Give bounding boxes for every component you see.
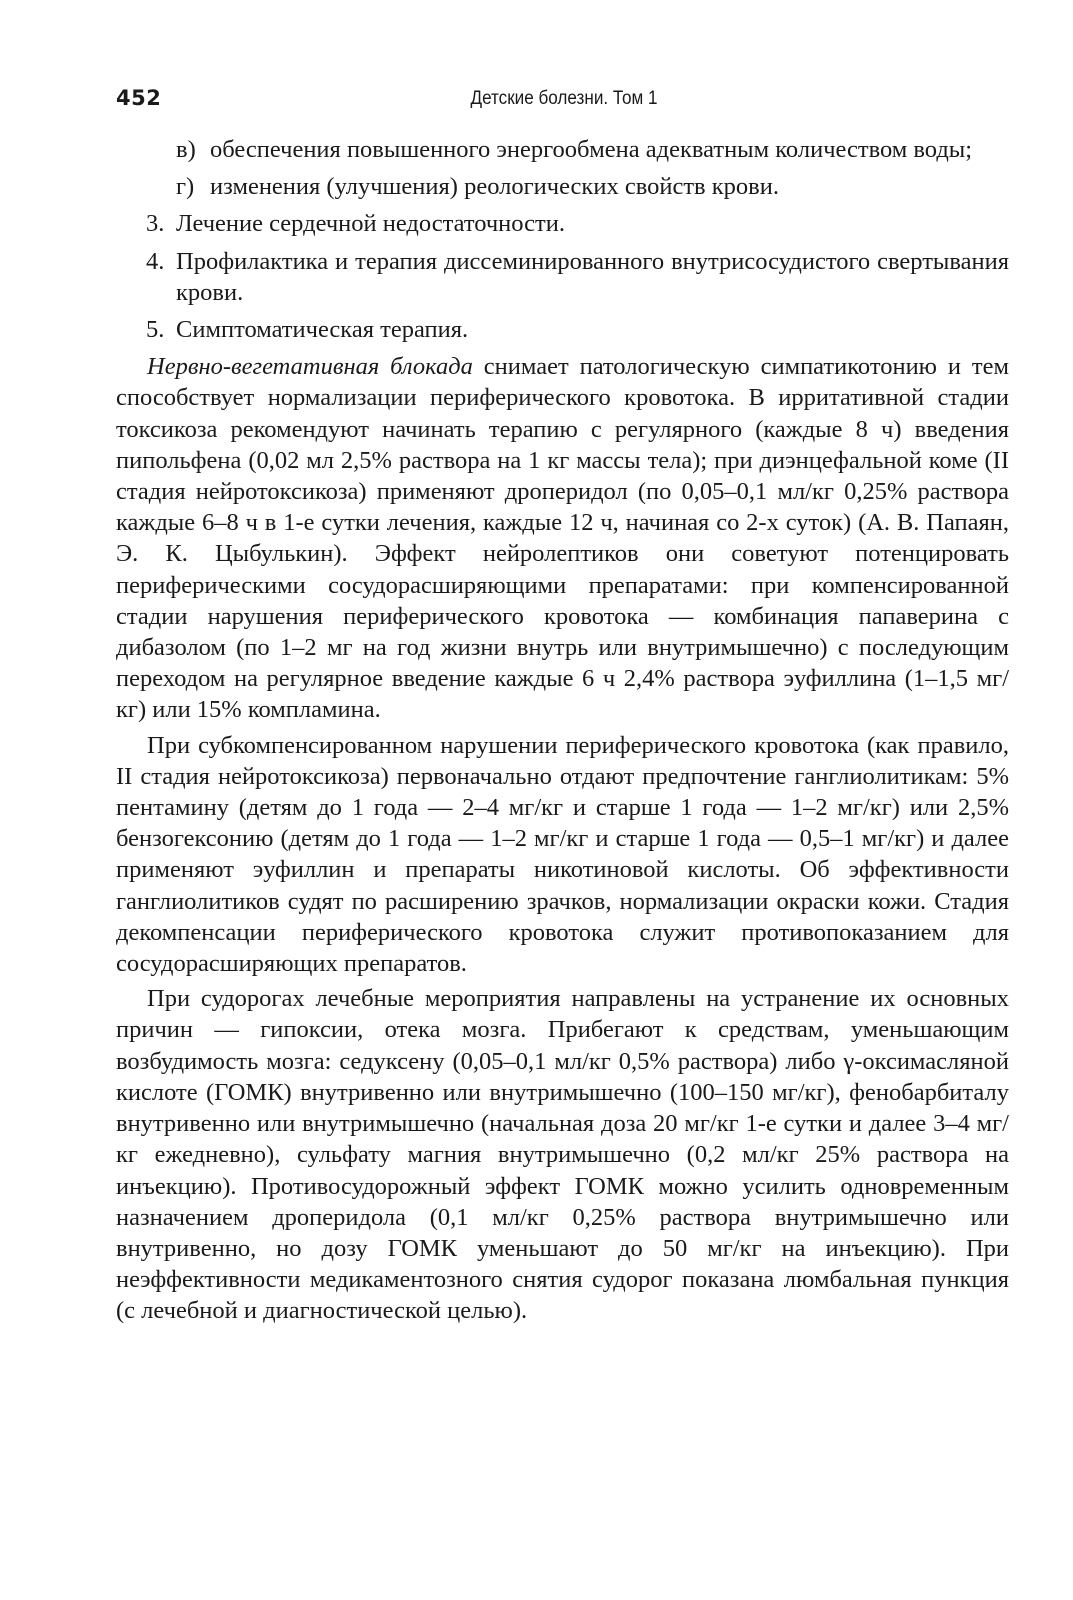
page-body: [116, 134, 1009, 1327]
paragraph-text: При судорогах лечебные мероприятия направлены на устранение их основных причин — гипоксии, отека мозга. Прибегают к средствам, уменьшающим возбудимость мозга: седуксену (0,05–0,1 мл/кг 0,5% раствора) либо γ-оксимасляной кислоте (ГОМК) внутривенно или внутримышечно (100–150 мг/кг), фенобарбиталу внутривенно или внутримышечно (начальная доза 20 мг/кг 1-е сутки и далее 3–4 мг/кг ежедневно), сульфату магния внутримышечно (0,2 мл/кг 25% раствора на инъекцию). Противосудорожный эффект ГОМК можно усилить одновременным назначением дроперидола (0,1 мл/кг 0,25% раствора внутримышечно или внутривенно, но дозу ГОМК уменьшают до 50 мг/кг на инъекцию). При неэффективности медикаментозного снятия судорог показана люмбальная пункция (с лечебной и диагностической целью).: [116, 985, 1009, 1325]
list-marker: 3.: [146, 210, 165, 238]
paragraph-nerve-vegetative-blockade: [116, 351, 1009, 725]
list-marker: в): [176, 136, 196, 163]
list-item: [116, 171, 1009, 202]
paragraph-italic-lead: Нервно-вегетативная блокада: [147, 353, 473, 381]
list-marker: 4.: [146, 247, 165, 275]
list-marker: 5.: [146, 316, 165, 344]
paragraph-subcompensated-circulation: [116, 730, 1009, 980]
list-item: [116, 208, 1009, 239]
page-number: 452: [116, 86, 162, 110]
paragraph-seizures: [116, 983, 1009, 1326]
running-header: [116, 86, 1012, 116]
list-item: [116, 246, 1009, 308]
list-item-text: изменения (улучшения) реологических свойств крови.: [210, 173, 779, 201]
list-item-text: Лечение сердечной недостаточности.: [176, 210, 565, 238]
list-item-text: Симптоматическая терапия.: [176, 316, 469, 344]
book-title: Детские болезни. Том 1: [470, 88, 658, 109]
list-item: [116, 134, 1009, 165]
list-item-text: обеспечения повышенного энергообмена адекватным количеством воды;: [210, 136, 973, 163]
paragraph-text: При субкомпенсированном нарушении периферического кровотока (как правило, II стадия нейротоксикоза) первоначально отдают предпочтение ганглиолитикам: 5% пентамину (детям до 1 года — 2–4 мг/кг и старше 1 года — 1–2 мг/кг) или 2,5% бензогексонию (детям до 1 года — 1–2 мг/кг и старше 1 года — 0,5–1 мг/кг) и далее применяют эуфиллин и препараты никотиновой кислоты. Об эффективности ганглиолитиков судят по расширению зрачков, нормализации окраски кожи. Стадия декомпенсации периферического кровотока служит противопоказанием для сосудорасширяющих препаратов.: [116, 731, 1009, 978]
list-item-text: Профилактика и терапия диссеминированного внутрисосудистого свертывания крови.: [176, 247, 1009, 306]
list-marker: г): [176, 173, 195, 201]
paragraph-text: снимает патологическую симпатикотонию и тем способствует нормализации периферического кровотока. В ирритативной стадии токсикоза рекомендуют начинать терапию с регулярного (каждые 8 ч) введения пипольфена (0,02 мл 2,5% раствора на 1 кг массы тела); при диэнцефальной коме (II стадия нейротоксикоза) применяют дроперидол (по 0,05–0,1 мл/кг 0,25% раствора каждые 6–8 ч в 1-е сутки лечения, каждые 12 ч, начиная со 2-х суток) (А. В. Папаян, Э. К. Цыбулькин). Эффект нейролептиков они советуют потенцировать периферическими сосудорасширяющими препаратами: при компенсированной стадии нарушения периферического кровотока — комбинация папаверина с дибазолом (по 1–2 мг на год жизни внутрь или внутримышечно) с последующим переходом на регулярное введение каждые 6 ч 2,4% раствора эуфиллина (1–1,5 мг/кг) или 15% компламина.: [116, 353, 1010, 724]
list-item: [116, 314, 1009, 345]
